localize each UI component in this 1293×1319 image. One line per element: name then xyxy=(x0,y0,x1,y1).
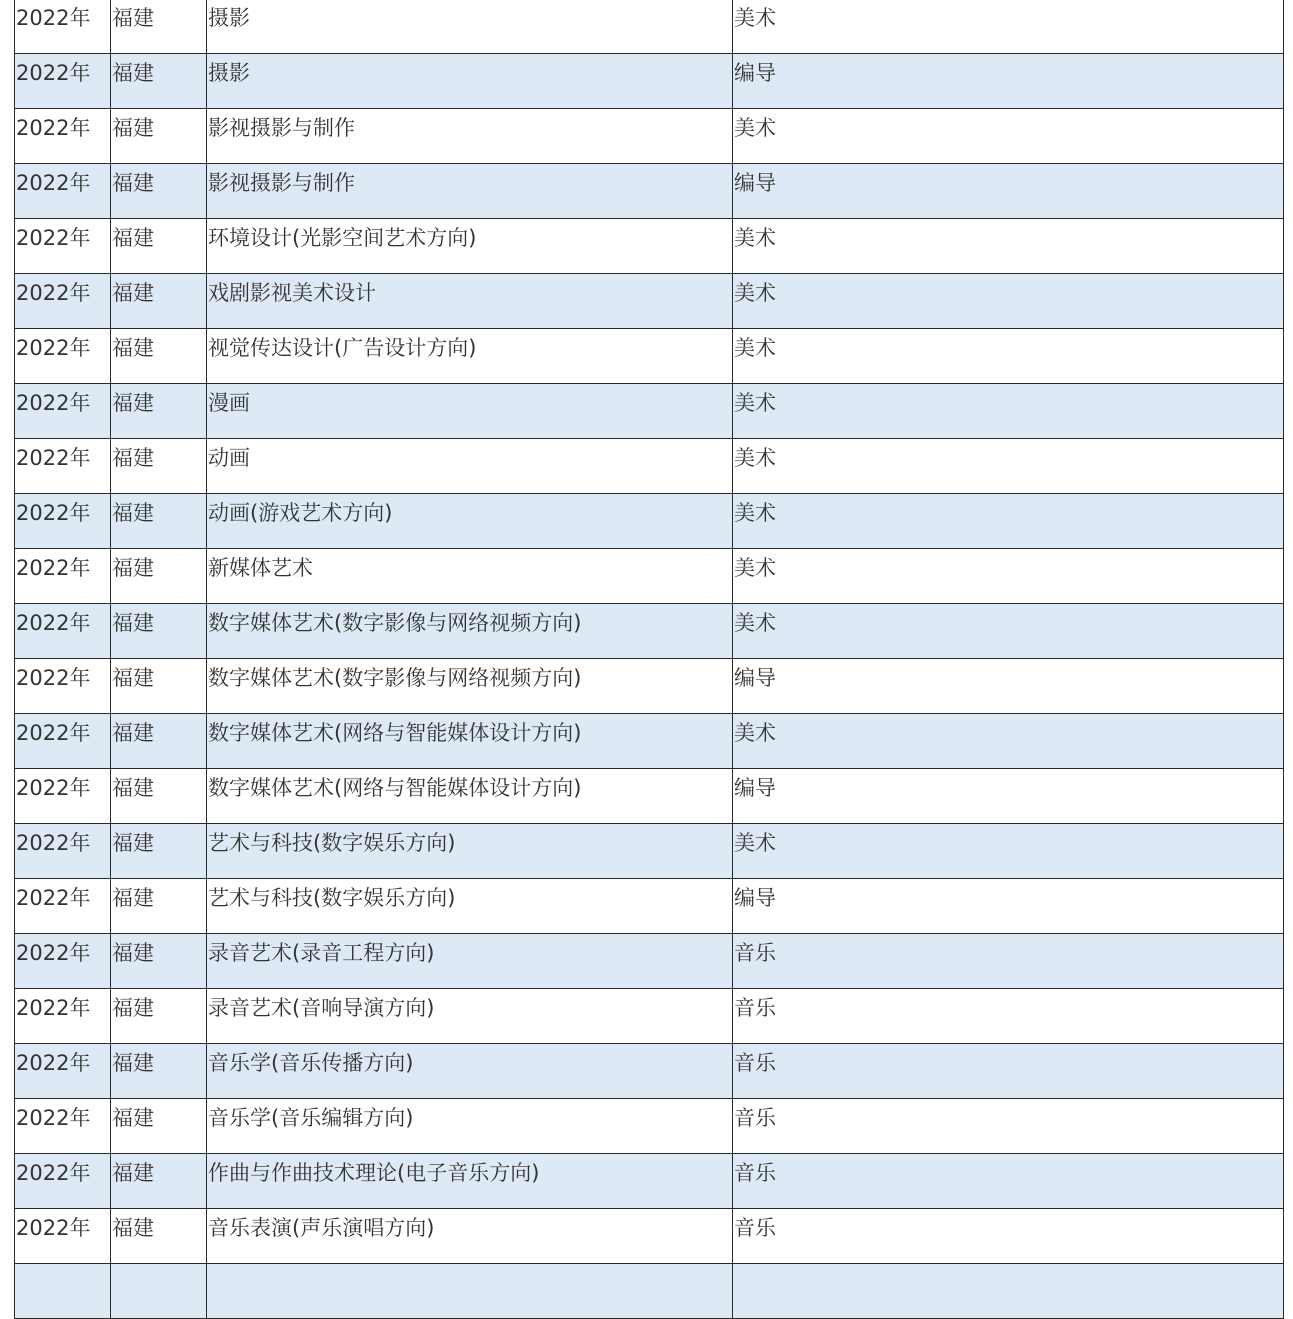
category-cell: 编导 xyxy=(733,769,1284,824)
category-cell: 编导 xyxy=(733,659,1284,714)
province-cell: 福建 xyxy=(111,989,207,1044)
province-cell: 福建 xyxy=(111,219,207,274)
table-row xyxy=(15,714,1284,769)
category-cell: 美术 xyxy=(733,714,1284,769)
category-cell: 美术 xyxy=(733,274,1284,329)
table-row xyxy=(15,604,1284,659)
table-row xyxy=(15,54,1284,109)
province-cell: 福建 xyxy=(111,1209,207,1264)
year-cell: 2022年 xyxy=(15,714,111,769)
major-cell: 环境设计(光影空间艺术方向) xyxy=(207,219,733,274)
province-cell: 福建 xyxy=(111,714,207,769)
year-cell: 2022年 xyxy=(15,439,111,494)
province-cell: 福建 xyxy=(111,824,207,879)
category-cell: 美术 xyxy=(733,439,1284,494)
table-row xyxy=(15,274,1284,329)
province-cell: 福建 xyxy=(111,1099,207,1154)
major-cell: 漫画 xyxy=(207,384,733,439)
table-row xyxy=(15,329,1284,384)
category-cell: 音乐 xyxy=(733,1044,1284,1099)
major-cell: 数字媒体艺术(数字影像与网络视频方向) xyxy=(207,604,733,659)
table-row xyxy=(15,164,1284,219)
province-cell: 福建 xyxy=(111,109,207,164)
year-cell: 2022年 xyxy=(15,384,111,439)
major-cell: 戏剧影视美术设计 xyxy=(207,274,733,329)
province-cell: 福建 xyxy=(111,164,207,219)
year-cell: 2022年 xyxy=(15,219,111,274)
province-cell xyxy=(111,1264,207,1319)
table-row xyxy=(15,769,1284,824)
year-cell: 2022年 xyxy=(15,934,111,989)
category-cell: 美术 xyxy=(733,219,1284,274)
year-cell xyxy=(15,1264,111,1319)
year-cell: 2022年 xyxy=(15,164,111,219)
year-cell: 2022年 xyxy=(15,109,111,164)
major-cell: 艺术与科技(数字娱乐方向) xyxy=(207,824,733,879)
year-cell: 2022年 xyxy=(15,0,111,54)
table-row xyxy=(15,384,1284,439)
major-cell: 影视摄影与制作 xyxy=(207,109,733,164)
category-cell: 编导 xyxy=(733,879,1284,934)
category-cell: 音乐 xyxy=(733,989,1284,1044)
category-cell: 音乐 xyxy=(733,1099,1284,1154)
province-cell: 福建 xyxy=(111,549,207,604)
table-row xyxy=(15,989,1284,1044)
province-cell: 福建 xyxy=(111,604,207,659)
table-row xyxy=(15,1044,1284,1099)
major-cell: 音乐学(音乐编辑方向) xyxy=(207,1099,733,1154)
year-cell: 2022年 xyxy=(15,329,111,384)
major-cell: 视觉传达设计(广告设计方向) xyxy=(207,329,733,384)
major-cell: 动画 xyxy=(207,439,733,494)
province-cell: 福建 xyxy=(111,1044,207,1099)
province-cell: 福建 xyxy=(111,769,207,824)
major-cell: 动画(游戏艺术方向) xyxy=(207,494,733,549)
year-cell: 2022年 xyxy=(15,879,111,934)
category-cell xyxy=(733,1264,1284,1319)
table-row xyxy=(15,549,1284,604)
year-cell: 2022年 xyxy=(15,1044,111,1099)
category-cell: 音乐 xyxy=(733,1154,1284,1209)
table-row xyxy=(15,494,1284,549)
year-cell: 2022年 xyxy=(15,604,111,659)
category-cell: 音乐 xyxy=(733,934,1284,989)
category-cell: 美术 xyxy=(733,109,1284,164)
year-cell: 2022年 xyxy=(15,1099,111,1154)
category-cell: 编导 xyxy=(733,54,1284,109)
province-cell: 福建 xyxy=(111,329,207,384)
province-cell: 福建 xyxy=(111,274,207,329)
major-cell: 数字媒体艺术(网络与智能媒体设计方向) xyxy=(207,769,733,824)
major-cell: 录音艺术(录音工程方向) xyxy=(207,934,733,989)
category-cell: 美术 xyxy=(733,824,1284,879)
table-row xyxy=(15,934,1284,989)
major-cell: 艺术与科技(数字娱乐方向) xyxy=(207,879,733,934)
major-cell: 音乐表演(声乐演唱方向) xyxy=(207,1209,733,1264)
admission-table xyxy=(14,0,1284,1319)
category-cell: 美术 xyxy=(733,329,1284,384)
table-row xyxy=(15,1099,1284,1154)
province-cell: 福建 xyxy=(111,494,207,549)
year-cell: 2022年 xyxy=(15,659,111,714)
province-cell: 福建 xyxy=(111,879,207,934)
major-cell: 摄影 xyxy=(207,0,733,54)
major-cell: 数字媒体艺术(数字影像与网络视频方向) xyxy=(207,659,733,714)
province-cell: 福建 xyxy=(111,0,207,54)
year-cell: 2022年 xyxy=(15,274,111,329)
category-cell: 美术 xyxy=(733,494,1284,549)
admission-table-container xyxy=(14,0,1283,1319)
year-cell: 2022年 xyxy=(15,1154,111,1209)
category-cell: 美术 xyxy=(733,384,1284,439)
major-cell: 数字媒体艺术(网络与智能媒体设计方向) xyxy=(207,714,733,769)
province-cell: 福建 xyxy=(111,934,207,989)
category-cell: 美术 xyxy=(733,549,1284,604)
year-cell: 2022年 xyxy=(15,769,111,824)
year-cell: 2022年 xyxy=(15,494,111,549)
major-cell: 作曲与作曲技术理论(电子音乐方向) xyxy=(207,1154,733,1209)
table-row xyxy=(15,439,1284,494)
year-cell: 2022年 xyxy=(15,54,111,109)
major-cell: 摄影 xyxy=(207,54,733,109)
category-cell: 音乐 xyxy=(733,1209,1284,1264)
table-row xyxy=(15,219,1284,274)
major-cell: 录音艺术(音响导演方向) xyxy=(207,989,733,1044)
province-cell: 福建 xyxy=(111,659,207,714)
year-cell: 2022年 xyxy=(15,549,111,604)
table-row xyxy=(15,659,1284,714)
major-cell: 音乐学(音乐传播方向) xyxy=(207,1044,733,1099)
table-row xyxy=(15,1264,1284,1319)
province-cell: 福建 xyxy=(111,384,207,439)
table-row xyxy=(15,109,1284,164)
major-cell: 新媒体艺术 xyxy=(207,549,733,604)
table-row xyxy=(15,824,1284,879)
category-cell: 美术 xyxy=(733,0,1284,54)
year-cell: 2022年 xyxy=(15,989,111,1044)
year-cell: 2022年 xyxy=(15,1209,111,1264)
table-row xyxy=(15,0,1284,54)
major-cell: 影视摄影与制作 xyxy=(207,164,733,219)
province-cell: 福建 xyxy=(111,1154,207,1209)
year-cell: 2022年 xyxy=(15,824,111,879)
category-cell: 编导 xyxy=(733,164,1284,219)
table-row xyxy=(15,1209,1284,1264)
category-cell: 美术 xyxy=(733,604,1284,659)
table-row xyxy=(15,879,1284,934)
major-cell xyxy=(207,1264,733,1319)
province-cell: 福建 xyxy=(111,439,207,494)
province-cell: 福建 xyxy=(111,54,207,109)
table-row xyxy=(15,1154,1284,1209)
